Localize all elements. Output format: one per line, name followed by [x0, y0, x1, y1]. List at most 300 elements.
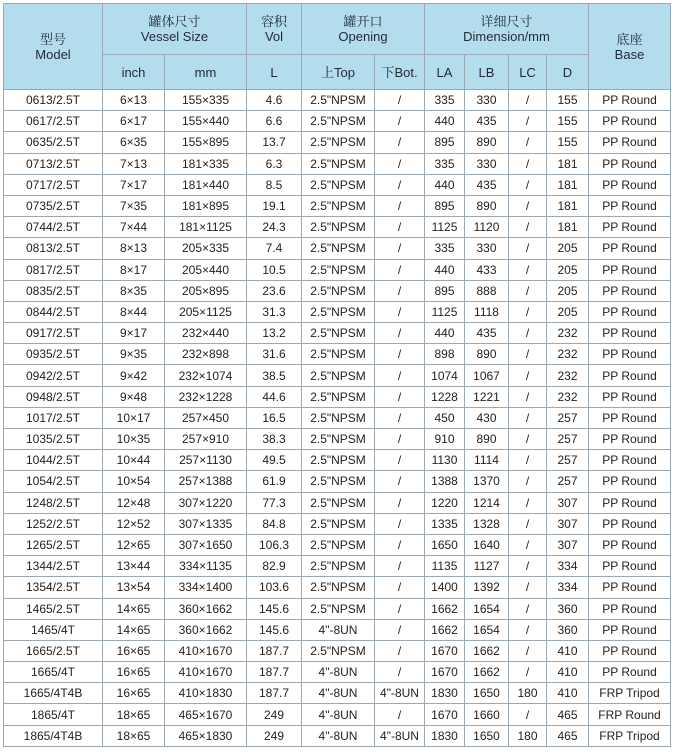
- cell-opening-bot: /: [375, 259, 425, 280]
- cell-inch: 16×65: [103, 662, 165, 683]
- header-base-cn: 底座: [616, 31, 643, 47]
- cell-model: 0744/2.5T: [4, 217, 103, 238]
- cell-model: 1265/2.5T: [4, 534, 103, 555]
- cell-mm: 307×1220: [165, 492, 247, 513]
- cell-mm: 410×1670: [165, 662, 247, 683]
- cell-volume: 8.5: [247, 174, 302, 195]
- vessel-spec-table: [3, 3, 671, 747]
- cell-volume: 106.3: [247, 534, 302, 555]
- cell-model: 0948/2.5T: [4, 386, 103, 407]
- cell-dim-lc: 180: [509, 683, 547, 704]
- cell-dim-lb: 1650: [465, 725, 509, 746]
- cell-model: 0844/2.5T: [4, 301, 103, 322]
- cell-opening-top: 4"-8UN: [302, 725, 375, 746]
- cell-dim-lb: 1127: [465, 556, 509, 577]
- table-row: [4, 344, 671, 365]
- cell-opening-top: 2.5"NPSM: [302, 153, 375, 174]
- cell-opening-bot: /: [375, 450, 425, 471]
- cell-dim-la: 1662: [425, 598, 465, 619]
- cell-model: 0813/2.5T: [4, 238, 103, 259]
- cell-dim-lb: 435: [465, 111, 509, 132]
- cell-dim-d: 232: [547, 323, 589, 344]
- table-row: [4, 174, 671, 195]
- cell-opening-bot: /: [375, 640, 425, 661]
- cell-opening-bot: /: [375, 90, 425, 111]
- cell-base: PP Round: [589, 662, 671, 683]
- header-l: L: [247, 55, 302, 90]
- cell-dim-lc: /: [509, 195, 547, 216]
- table-row: [4, 662, 671, 683]
- cell-opening-bot: 4"-8UN: [375, 725, 425, 746]
- cell-opening-top: 2.5"NPSM: [302, 195, 375, 216]
- cell-mm: 410×1670: [165, 640, 247, 661]
- cell-base: PP Round: [589, 238, 671, 259]
- cell-dim-d: 181: [547, 174, 589, 195]
- cell-model: 0935/2.5T: [4, 344, 103, 365]
- cell-dim-d: 155: [547, 90, 589, 111]
- cell-base: PP Round: [589, 534, 671, 555]
- cell-inch: 16×65: [103, 683, 165, 704]
- cell-dim-lb: 435: [465, 174, 509, 195]
- cell-opening-bot: /: [375, 111, 425, 132]
- cell-dim-lc: /: [509, 174, 547, 195]
- cell-dim-d: 155: [547, 111, 589, 132]
- cell-volume: 7.4: [247, 238, 302, 259]
- cell-dim-d: 232: [547, 386, 589, 407]
- cell-model: 1252/2.5T: [4, 513, 103, 534]
- cell-opening-bot: /: [375, 407, 425, 428]
- cell-dim-lb: 1370: [465, 471, 509, 492]
- cell-dim-lc: /: [509, 704, 547, 725]
- cell-dim-lb: 1662: [465, 662, 509, 683]
- cell-mm: 334×1400: [165, 577, 247, 598]
- cell-inch: 8×44: [103, 301, 165, 322]
- cell-dim-lc: /: [509, 323, 547, 344]
- cell-dim-lc: /: [509, 301, 547, 322]
- cell-opening-bot: /: [375, 280, 425, 301]
- cell-inch: 6×35: [103, 132, 165, 153]
- cell-dim-d: 181: [547, 217, 589, 238]
- table-row: [4, 259, 671, 280]
- cell-dim-lb: 1654: [465, 619, 509, 640]
- cell-dim-lc: /: [509, 386, 547, 407]
- cell-dim-la: 898: [425, 344, 465, 365]
- cell-dim-la: 1228: [425, 386, 465, 407]
- cell-volume: 82.9: [247, 556, 302, 577]
- cell-volume: 10.5: [247, 259, 302, 280]
- cell-base: PP Round: [589, 301, 671, 322]
- cell-dim-lc: /: [509, 153, 547, 174]
- cell-mm: 360×1662: [165, 598, 247, 619]
- cell-model: 1465/2.5T: [4, 598, 103, 619]
- header-bot: 下Bot.: [375, 55, 425, 90]
- cell-dim-lc: /: [509, 450, 547, 471]
- cell-dim-lc: /: [509, 429, 547, 450]
- cell-dim-lb: 433: [465, 259, 509, 280]
- cell-opening-top: 4"-8UN: [302, 619, 375, 640]
- cell-volume: 187.7: [247, 683, 302, 704]
- cell-inch: 9×35: [103, 344, 165, 365]
- cell-dim-la: 1830: [425, 683, 465, 704]
- cell-inch: 9×42: [103, 365, 165, 386]
- table-row: [4, 556, 671, 577]
- table-row: [4, 153, 671, 174]
- header-model-cn: 型号: [39, 31, 66, 47]
- cell-dim-la: 895: [425, 132, 465, 153]
- cell-mm: 181×440: [165, 174, 247, 195]
- cell-opening-top: 2.5"NPSM: [302, 513, 375, 534]
- cell-volume: 16.5: [247, 407, 302, 428]
- cell-opening-top: 2.5"NPSM: [302, 365, 375, 386]
- cell-dim-d: 465: [547, 704, 589, 725]
- cell-volume: 103.6: [247, 577, 302, 598]
- cell-opening-bot: /: [375, 619, 425, 640]
- cell-dim-d: 257: [547, 450, 589, 471]
- cell-base: PP Round: [589, 217, 671, 238]
- cell-opening-top: 2.5"NPSM: [302, 492, 375, 513]
- cell-dim-la: 1125: [425, 217, 465, 238]
- cell-dim-d: 465: [547, 725, 589, 746]
- cell-volume: 23.6: [247, 280, 302, 301]
- cell-dim-d: 155: [547, 132, 589, 153]
- cell-base: PP Round: [589, 471, 671, 492]
- cell-dim-lc: /: [509, 365, 547, 386]
- cell-base: PP Round: [589, 407, 671, 428]
- cell-dim-la: 440: [425, 323, 465, 344]
- cell-inch: 10×35: [103, 429, 165, 450]
- cell-model: 0735/2.5T: [4, 195, 103, 216]
- cell-base: PP Round: [589, 174, 671, 195]
- table-row: [4, 683, 671, 704]
- cell-opening-bot: /: [375, 471, 425, 492]
- cell-opening-top: 4"-8UN: [302, 662, 375, 683]
- cell-mm: 205×895: [165, 280, 247, 301]
- cell-dim-la: 440: [425, 259, 465, 280]
- cell-opening-bot: /: [375, 492, 425, 513]
- cell-dim-la: 1135: [425, 556, 465, 577]
- cell-dim-lc: /: [509, 471, 547, 492]
- cell-dim-la: 895: [425, 195, 465, 216]
- table-row: [4, 471, 671, 492]
- header-vessel-cn: 罐体尺寸: [148, 14, 201, 29]
- cell-dim-la: 1220: [425, 492, 465, 513]
- cell-dim-lb: 1114: [465, 450, 509, 471]
- header-base: [589, 4, 671, 90]
- cell-model: 1035/2.5T: [4, 429, 103, 450]
- cell-dim-lc: /: [509, 90, 547, 111]
- table-row: [4, 323, 671, 344]
- header-vol-en: Vol: [264, 29, 284, 44]
- cell-inch: 18×65: [103, 725, 165, 746]
- cell-dim-lb: 890: [465, 132, 509, 153]
- cell-dim-lc: /: [509, 238, 547, 259]
- header-row-top: [4, 4, 671, 55]
- cell-dim-lb: 890: [465, 195, 509, 216]
- header-vessel-en: Vessel Size: [140, 29, 209, 44]
- cell-inch: 16×65: [103, 640, 165, 661]
- cell-dim-lb: 890: [465, 344, 509, 365]
- cell-model: 0835/2.5T: [4, 280, 103, 301]
- cell-model: 0635/2.5T: [4, 132, 103, 153]
- header-model-en: Model: [35, 46, 71, 62]
- cell-volume: 13.2: [247, 323, 302, 344]
- cell-base: PP Round: [589, 640, 671, 661]
- cell-opening-top: 2.5"NPSM: [302, 217, 375, 238]
- cell-inch: 7×13: [103, 153, 165, 174]
- cell-inch: 12×48: [103, 492, 165, 513]
- cell-model: 1865/4T: [4, 704, 103, 725]
- cell-opening-top: 2.5"NPSM: [302, 386, 375, 407]
- cell-dim-d: 181: [547, 195, 589, 216]
- table-row: [4, 492, 671, 513]
- cell-inch: 8×13: [103, 238, 165, 259]
- cell-inch: 8×35: [103, 280, 165, 301]
- cell-base: PP Round: [589, 598, 671, 619]
- cell-dim-lc: /: [509, 217, 547, 238]
- cell-dim-la: 1662: [425, 619, 465, 640]
- table-row: [4, 301, 671, 322]
- cell-dim-d: 205: [547, 238, 589, 259]
- cell-dim-la: 1125: [425, 301, 465, 322]
- cell-base: PP Round: [589, 492, 671, 513]
- cell-dim-lc: /: [509, 407, 547, 428]
- cell-volume: 49.5: [247, 450, 302, 471]
- cell-dim-la: 1670: [425, 704, 465, 725]
- header-opening: [302, 4, 425, 55]
- cell-dim-lb: 1392: [465, 577, 509, 598]
- cell-dim-la: 1335: [425, 513, 465, 534]
- cell-opening-top: 2.5"NPSM: [302, 429, 375, 450]
- cell-model: 0613/2.5T: [4, 90, 103, 111]
- cell-model: 0817/2.5T: [4, 259, 103, 280]
- cell-dim-d: 232: [547, 365, 589, 386]
- cell-mm: 181×335: [165, 153, 247, 174]
- cell-dim-la: 1388: [425, 471, 465, 492]
- cell-base: PP Round: [589, 513, 671, 534]
- cell-dim-d: 181: [547, 153, 589, 174]
- cell-mm: 257×450: [165, 407, 247, 428]
- cell-opening-top: 2.5"NPSM: [302, 450, 375, 471]
- cell-inch: 12×65: [103, 534, 165, 555]
- table-row: [4, 429, 671, 450]
- cell-base: PP Round: [589, 619, 671, 640]
- cell-dim-lc: /: [509, 619, 547, 640]
- cell-model: 0717/2.5T: [4, 174, 103, 195]
- cell-mm: 232×440: [165, 323, 247, 344]
- header-vol: [247, 4, 302, 55]
- cell-opening-bot: /: [375, 301, 425, 322]
- cell-opening-bot: /: [375, 365, 425, 386]
- cell-volume: 187.7: [247, 640, 302, 661]
- spec-table-container: [3, 3, 671, 747]
- header-top: 上Top: [302, 55, 375, 90]
- table-row: [4, 90, 671, 111]
- cell-inch: 9×17: [103, 323, 165, 344]
- cell-mm: 360×1662: [165, 619, 247, 640]
- header-vol-cn: 容积: [260, 14, 287, 29]
- table-row: [4, 365, 671, 386]
- cell-mm: 181×1125: [165, 217, 247, 238]
- cell-dim-la: 1074: [425, 365, 465, 386]
- cell-dim-lb: 1221: [465, 386, 509, 407]
- cell-mm: 181×895: [165, 195, 247, 216]
- cell-mm: 205×335: [165, 238, 247, 259]
- cell-mm: 257×1130: [165, 450, 247, 471]
- cell-base: PP Round: [589, 344, 671, 365]
- cell-opening-top: 2.5"NPSM: [302, 238, 375, 259]
- cell-base: FRP Tripod: [589, 683, 671, 704]
- header-dimension: [425, 4, 589, 55]
- cell-volume: 249: [247, 725, 302, 746]
- cell-inch: 13×54: [103, 577, 165, 598]
- cell-volume: 13.7: [247, 132, 302, 153]
- cell-dim-la: 450: [425, 407, 465, 428]
- cell-base: PP Round: [589, 323, 671, 344]
- table-row: [4, 619, 671, 640]
- cell-volume: 6.3: [247, 153, 302, 174]
- header-model: [4, 4, 103, 90]
- cell-opening-bot: /: [375, 556, 425, 577]
- cell-opening-top: 2.5"NPSM: [302, 556, 375, 577]
- cell-mm: 334×1135: [165, 556, 247, 577]
- header-lc: LC: [509, 55, 547, 90]
- header-mm: mm: [165, 55, 247, 90]
- cell-volume: 4.6: [247, 90, 302, 111]
- cell-mm: 257×910: [165, 429, 247, 450]
- cell-dim-lb: 1654: [465, 598, 509, 619]
- cell-mm: 465×1830: [165, 725, 247, 746]
- cell-dim-la: 335: [425, 153, 465, 174]
- cell-opening-top: 2.5"NPSM: [302, 344, 375, 365]
- cell-inch: 18×65: [103, 704, 165, 725]
- cell-dim-la: 1670: [425, 640, 465, 661]
- cell-model: 1344/2.5T: [4, 556, 103, 577]
- cell-inch: 7×17: [103, 174, 165, 195]
- cell-dim-lc: /: [509, 132, 547, 153]
- cell-volume: 145.6: [247, 598, 302, 619]
- cell-volume: 84.8: [247, 513, 302, 534]
- cell-mm: 205×440: [165, 259, 247, 280]
- cell-dim-lc: /: [509, 577, 547, 598]
- cell-dim-lb: 1214: [465, 492, 509, 513]
- cell-inch: 14×65: [103, 598, 165, 619]
- cell-opening-bot: /: [375, 534, 425, 555]
- cell-volume: 6.6: [247, 111, 302, 132]
- cell-dim-d: 257: [547, 407, 589, 428]
- cell-mm: 465×1670: [165, 704, 247, 725]
- cell-base: FRP Round: [589, 704, 671, 725]
- cell-volume: 31.6: [247, 344, 302, 365]
- cell-base: PP Round: [589, 111, 671, 132]
- cell-dim-lb: 330: [465, 238, 509, 259]
- cell-volume: 145.6: [247, 619, 302, 640]
- cell-dim-lb: 1067: [465, 365, 509, 386]
- cell-volume: 61.9: [247, 471, 302, 492]
- header-dimension-cn: 详细尺寸: [480, 14, 533, 29]
- cell-opening-bot: /: [375, 598, 425, 619]
- header-d: D: [547, 55, 589, 90]
- cell-dim-lb: 888: [465, 280, 509, 301]
- cell-model: 1665/4T: [4, 662, 103, 683]
- cell-dim-d: 307: [547, 534, 589, 555]
- cell-opening-top: 2.5"NPSM: [302, 471, 375, 492]
- cell-opening-bot: /: [375, 662, 425, 683]
- table-row: [4, 534, 671, 555]
- cell-base: PP Round: [589, 577, 671, 598]
- cell-dim-lc: /: [509, 344, 547, 365]
- cell-dim-d: 410: [547, 640, 589, 661]
- table-row: [4, 577, 671, 598]
- cell-model: 1054/2.5T: [4, 471, 103, 492]
- cell-dim-lc: /: [509, 534, 547, 555]
- cell-dim-lc: /: [509, 662, 547, 683]
- cell-dim-lb: 430: [465, 407, 509, 428]
- cell-dim-lb: 330: [465, 153, 509, 174]
- cell-opening-bot: /: [375, 577, 425, 598]
- cell-opening-top: 2.5"NPSM: [302, 174, 375, 195]
- table-row: [4, 598, 671, 619]
- cell-inch: 12×52: [103, 513, 165, 534]
- cell-base: PP Round: [589, 153, 671, 174]
- cell-base: PP Round: [589, 429, 671, 450]
- cell-inch: 10×54: [103, 471, 165, 492]
- cell-opening-top: 2.5"NPSM: [302, 132, 375, 153]
- cell-base: PP Round: [589, 90, 671, 111]
- cell-mm: 307×1650: [165, 534, 247, 555]
- cell-dim-d: 360: [547, 598, 589, 619]
- cell-base: PP Round: [589, 556, 671, 577]
- table-row: [4, 513, 671, 534]
- header-opening-cn: 罐开口: [343, 14, 383, 29]
- cell-dim-la: 1130: [425, 450, 465, 471]
- cell-inch: 10×44: [103, 450, 165, 471]
- cell-opening-top: 4"-8UN: [302, 704, 375, 725]
- cell-mm: 257×1388: [165, 471, 247, 492]
- cell-opening-bot: /: [375, 323, 425, 344]
- table-row: [4, 238, 671, 259]
- cell-inch: 7×44: [103, 217, 165, 238]
- cell-base: PP Round: [589, 132, 671, 153]
- header-dimension-en: Dimension/mm: [463, 29, 550, 44]
- cell-dim-lc: /: [509, 111, 547, 132]
- cell-dim-d: 205: [547, 259, 589, 280]
- cell-dim-d: 334: [547, 556, 589, 577]
- cell-opening-bot: /: [375, 238, 425, 259]
- cell-dim-la: 440: [425, 174, 465, 195]
- cell-opening-top: 2.5"NPSM: [302, 407, 375, 428]
- cell-dim-la: 1830: [425, 725, 465, 746]
- cell-opening-top: 2.5"NPSM: [302, 301, 375, 322]
- cell-dim-la: 1650: [425, 534, 465, 555]
- cell-base: PP Round: [589, 450, 671, 471]
- cell-opening-bot: /: [375, 174, 425, 195]
- table-header: [4, 4, 671, 90]
- cell-inch: 14×65: [103, 619, 165, 640]
- table-row: [4, 640, 671, 661]
- cell-model: 0617/2.5T: [4, 111, 103, 132]
- cell-dim-lb: 1328: [465, 513, 509, 534]
- cell-dim-lb: 1650: [465, 683, 509, 704]
- cell-dim-la: 1400: [425, 577, 465, 598]
- cell-inch: 9×48: [103, 386, 165, 407]
- cell-model: 1248/2.5T: [4, 492, 103, 513]
- cell-dim-lc: 180: [509, 725, 547, 746]
- cell-dim-la: 895: [425, 280, 465, 301]
- cell-opening-bot: /: [375, 386, 425, 407]
- cell-opening-bot: /: [375, 153, 425, 174]
- header-la: LA: [425, 55, 465, 90]
- cell-inch: 7×35: [103, 195, 165, 216]
